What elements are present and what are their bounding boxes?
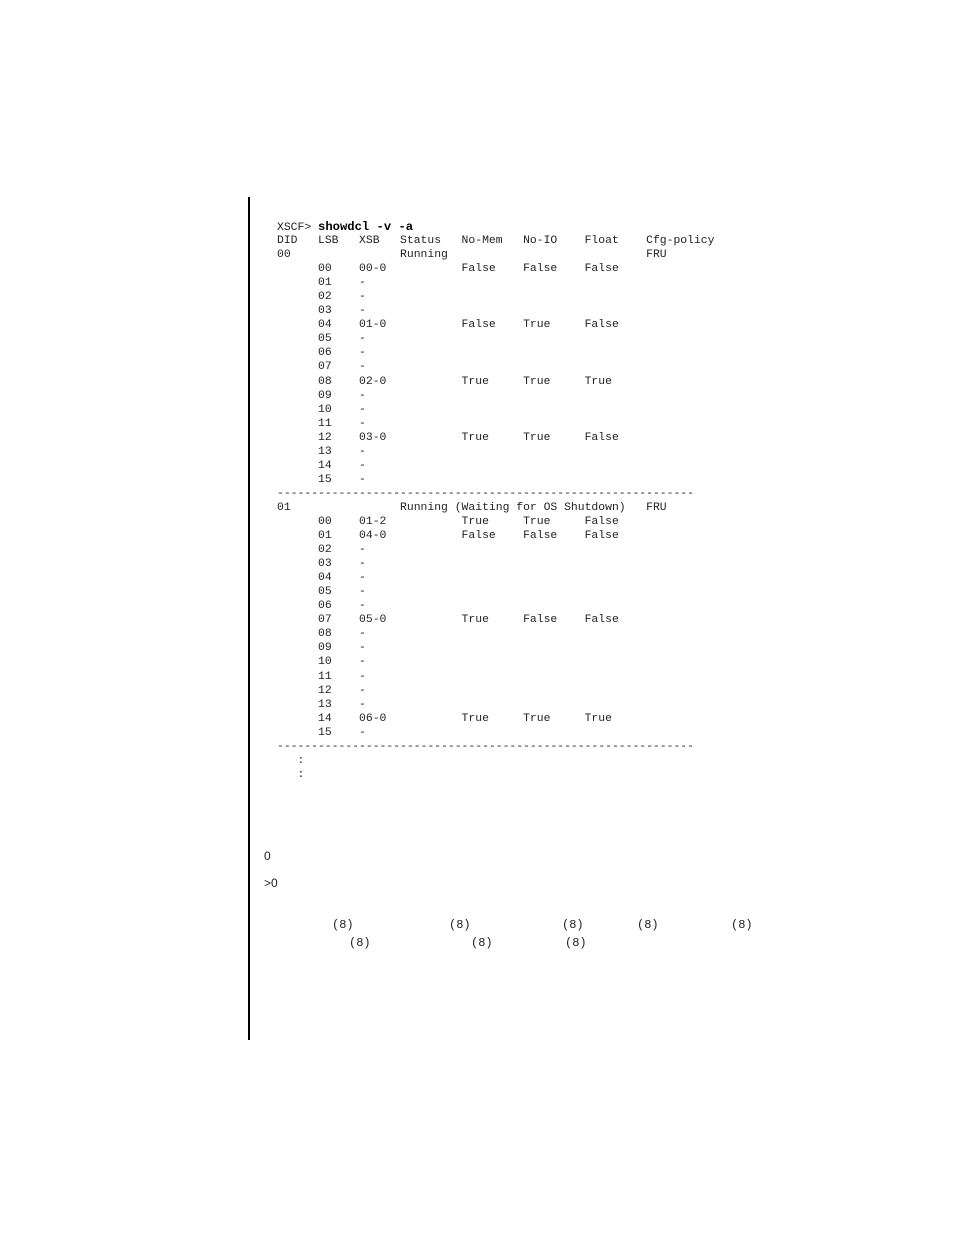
command-output <box>277 234 714 782</box>
output-line: DID LSB XSB Status No-Mem No-IO Float Cfg-policy <box>277 235 715 248</box>
exit-status-greater-than-zero: >0 <box>264 876 278 890</box>
output-line: 07 - <box>277 361 366 374</box>
output-line: 00 00-0 False False False <box>277 263 619 276</box>
output-line: 03 - <box>277 558 366 571</box>
output-line: 13 - <box>277 698 366 711</box>
man-page-ref: (8) <box>731 918 753 932</box>
command: showdcl -v -a <box>318 220 414 234</box>
output-line: 01 - <box>277 277 366 290</box>
output-line: 05 - <box>277 333 366 346</box>
output-line: ------------------------------------------------------------- <box>277 740 694 753</box>
man-page-ref: (8) <box>449 918 471 932</box>
man-page-ref: (8) <box>637 918 659 932</box>
output-line: 10 - <box>277 656 366 669</box>
output-line: 09 - <box>277 642 366 655</box>
output-line: ------------------------------------------------------------- <box>277 487 694 500</box>
output-line: 10 - <box>277 403 366 416</box>
output-line: 00 Running FRU <box>277 249 667 262</box>
output-line: 06 - <box>277 600 366 613</box>
command-example <box>277 220 714 782</box>
output-line: : <box>277 768 305 781</box>
exit-status-zero: 0 <box>264 849 271 863</box>
output-line: 04 - <box>277 572 366 585</box>
man-page-ref: (8) <box>471 936 493 950</box>
output-line: 09 - <box>277 389 366 402</box>
output-line: 14 - <box>277 459 366 472</box>
output-line: 11 - <box>277 670 366 683</box>
output-line: 07 05-0 True False False <box>277 614 619 627</box>
output-line: 00 01-2 True True False <box>277 515 619 528</box>
output-line: 11 - <box>277 417 366 430</box>
output-line: 14 06-0 True True True <box>277 712 612 725</box>
output-line: 01 Running (Waiting for OS Shutdown) FRU <box>277 501 667 514</box>
output-line: 12 - <box>277 684 366 697</box>
man-page-ref: (8) <box>565 936 587 950</box>
output-line: 06 - <box>277 347 366 360</box>
output-line: 13 - <box>277 445 366 458</box>
output-line: 08 - <box>277 628 366 641</box>
output-line: : <box>277 754 305 767</box>
output-line: 12 03-0 True True False <box>277 431 619 444</box>
output-line: 15 - <box>277 473 366 486</box>
output-line: 02 - <box>277 291 366 304</box>
man-page-ref: (8) <box>332 918 354 932</box>
prompt: XSCF> <box>277 222 319 234</box>
change-bar <box>248 197 250 1040</box>
man-page-ref: (8) <box>349 936 371 950</box>
output-line: 04 01-0 False True False <box>277 319 619 332</box>
output-line: 08 02-0 True True True <box>277 375 612 388</box>
output-line: 03 - <box>277 305 366 318</box>
man-page-ref: (8) <box>562 918 584 932</box>
command-line <box>277 220 714 234</box>
output-line: 15 - <box>277 726 366 739</box>
output-line: 02 - <box>277 544 366 557</box>
output-line: 01 04-0 False False False <box>277 530 619 543</box>
output-line: 05 - <box>277 586 366 599</box>
